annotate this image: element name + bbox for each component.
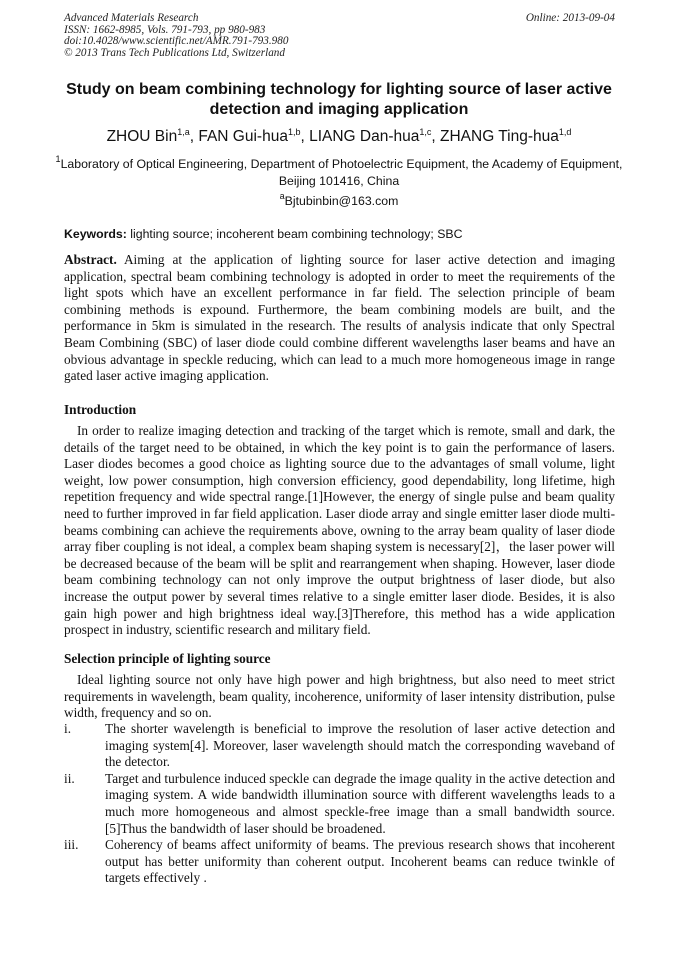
keywords-text: lighting source; incoherent beam combining technology; SBC [126, 227, 463, 241]
section-heading-selection-principle: Selection principle of lighting source [64, 651, 271, 666]
keywords-label: Keywords: [64, 227, 127, 241]
journal-name: Advanced Materials Research [64, 12, 199, 24]
email-marker: a [279, 191, 285, 201]
selection-paragraph: Ideal lighting source not only have high power and high brightness, but also need to meet strict requirements in wavelength, beam quality, incoherence, uniformity of laser intensity distribution, pulse width, frequency and so on. [64, 672, 615, 721]
keywords [64, 226, 615, 242]
list-item [64, 837, 615, 887]
selection-criteria-list [64, 721, 615, 887]
list-item [64, 721, 615, 771]
list-item-text: Target and turbulence induced speckle can degrade the image quality in the active detection and imaging system. A wide bandwidth illumination source with different wavelengths leads to a much more homogeneous and almost speckle-free image than a small bandwidth source.[5]Thus the bandwidth of laser should be broadened. [105, 770, 615, 836]
author-name: LIANG Dan-hua [309, 128, 420, 145]
list-item-number: iii. [64, 837, 79, 853]
list-item [64, 771, 615, 837]
author-list [50, 127, 628, 147]
email-address[interactable]: Bjtubinbin@163.com [284, 194, 399, 208]
abstract [64, 252, 615, 385]
contact-email [50, 193, 628, 209]
affiliation [50, 156, 628, 189]
section-heading-introduction: Introduction [64, 402, 137, 417]
author-affiliation-marker: 1,b [287, 127, 301, 137]
author-name: ZHOU Bin [106, 128, 178, 145]
abstract-label: Abstract. [64, 252, 117, 267]
affiliation-text: Laboratory of Optical Engineering, Department of Photoelectric Equipment, the Academy of Equipment, Beijing 101416, China [60, 157, 623, 188]
affiliation-marker: 1 [55, 154, 61, 164]
copyright-line: © 2013 Trans Tech Publications Ltd, Switzerland [64, 46, 285, 59]
author-name: FAN Gui-hua [198, 128, 288, 145]
journal-header [64, 13, 615, 59]
author-separator: , [300, 128, 310, 145]
author-affiliation-marker: 1,a [177, 127, 190, 137]
abstract-text: Aiming at the application of lighting source for laser active detection and imaging application, spectral beam combining technology is adopted in order to meet the requirements of the light spots which have an excellent performance in far field. The selection principle of beam combining methods is expound. Furthermore, the beam combining models are built, and the performance in 5km is simulated in the research. The results of analysis indicate that only Spectral Beam Combining (SBC) of laser diode could combine different wavelengths laser beams and have an obvious advantage in speckle reducing, which can lead to a much more homogeneous image in range gated laser active imaging application. [64, 252, 615, 384]
list-item-text: Coherency of beams affect uniformity of beams. The previous research shows that incoherent output has better uniformity than coherent output. Incoherent beams can reduce twinkle of targets effectively . [105, 837, 615, 886]
list-item-number: i. [64, 721, 72, 736]
author-name: ZHANG Ting-hua [440, 128, 559, 145]
author-affiliation-marker: 1,d [558, 127, 572, 137]
introduction-paragraph: In order to realize imaging detection and tracking of the target which is remote, small and dark, the details of the target need to be obtained, in which the key point is to gain the performance of lasers. Laser diodes becomes a good choice as lighting source due to the advantages of small volume, light weight, low power consumption, high conversion efficiency, good dependability, long lifetime, high repetition frequency and wide spectral range.[1]However, the energy of single pulse and beam quality need to further improved in far field application. Laser diode array and single emitter laser diode multi-beams combining can achieve the requirements above, owning to the array beam quality of laser diode array fiber coupling is not ideal, a complex beam shaping system is necessary[2]，the laser power will be decreased because of the beam will be split and rearrangement when shaping. However, laser diode beam combining technology can not only improve the output brightness of laser diode, but also increase the output power by several times relative to a single emitter laser diode. Besides, it is also gain high power and high brightness ideal way.[3]Therefore, this method has a wide application prospect in industry, scientific research and military field. [64, 423, 615, 638]
online-date: Online: 2013-09-04 [525, 12, 615, 24]
author-affiliation-marker: 1,c [419, 127, 432, 137]
doi-line[interactable]: doi:10.4028/www.scientific.net/AMR.791-793.980 [64, 35, 289, 48]
author-separator: , [189, 128, 199, 145]
list-item-text: The shorter wavelength is beneficial to improve the resolution of laser active detection and imaging system[4]. Moreover, laser wavelength should match the corresponding waveband of the detector. [105, 721, 615, 770]
issn-line: ISSN: 1662-8985, Vols. 791-793, pp 980-983 [64, 23, 266, 36]
paper-title: Study on beam combining technology for lighting source of laser active detection and imaging application [66, 81, 612, 118]
author-separator: , [431, 128, 441, 145]
list-item-number: ii. [64, 770, 75, 786]
